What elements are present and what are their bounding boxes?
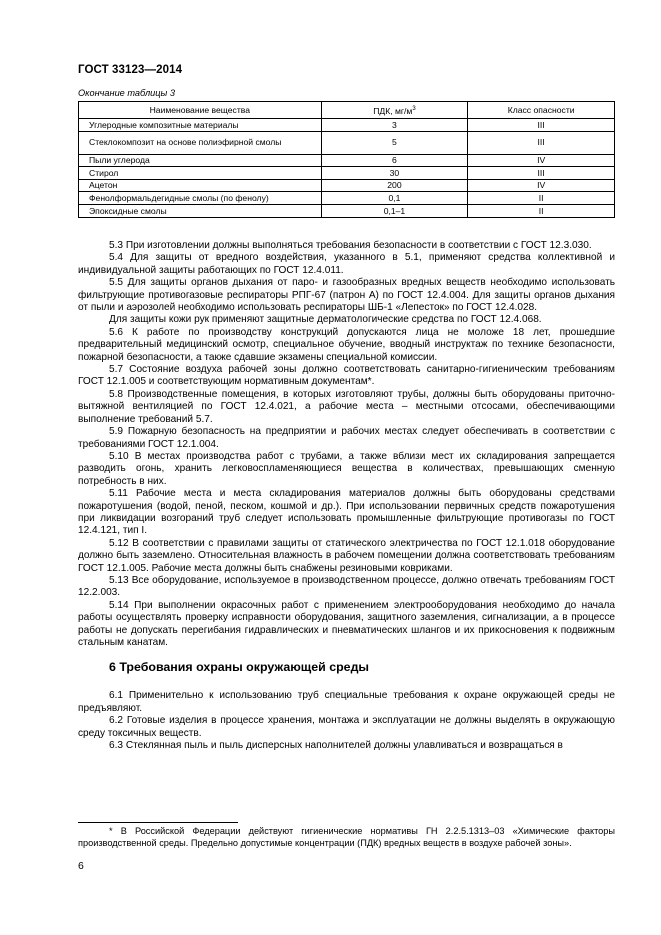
paragraph-5-7: 5.7 Состояние воздуха рабочей зоны должно соответствовать санитарно-гигиеническим требованиям ГОСТ 12.1.005 и соответствующим нормативным документам*.	[78, 364, 615, 388]
paragraph-5-3: 5.3 При изготовлении должны выполняться требования безопасности в соответствии с ГОСТ 12.3.030.	[109, 240, 592, 251]
paragraph-5-5-skin: Для защиты кожи рук применяют защитные дерматологические средства по ГОСТ 12.4.068.	[109, 314, 542, 326]
hazard-class: IV	[468, 179, 615, 192]
hazard-class: III	[468, 167, 615, 180]
substance-name: Стеклокомпозит на основе полиэфирной смолы	[79, 131, 322, 154]
footnote-divider	[78, 822, 238, 823]
body-text	[78, 240, 615, 752]
hazard-class: III	[468, 131, 615, 154]
paragraph-5-8: 5.8 Производственные помещения, в которых изготовляют трубы, должны быть оборудованы приточно-вытяжной вентиляцией по ГОСТ 12.4.021, а рабочие места – местными отсосами, обеспечивающими выполнение требований 5.7.	[78, 388, 615, 425]
column-header-pdk	[321, 102, 468, 119]
column-header-pdk-superscript: 3	[412, 105, 416, 112]
paragraph-5-5: 5.5 Для защиты органов дыхания от паро- и газообразных вредных веществ необходимо использовать фильтрующие противогазовые респираторы РПГ-67 (патрон А) по ГОСТ 12.4.004. Для защиты органов дыхания от пыли и аэрозолей необходимо использовать респираторы ШБ-1 «Лепесток» по ГОСТ 12.4.028.	[78, 277, 615, 314]
paragraph-6-1: 6.1 Применительно к использованию труб специальные требования к охране окружающей среды не предъявляют.	[78, 690, 615, 714]
paragraph-6-3: 6.3 Стеклянная пыль и пыль дисперсных наполнителей должны улавливаться и возвращаться в	[109, 740, 563, 752]
table-row	[79, 204, 615, 217]
column-header-hazard-class: Класс опасности	[468, 102, 615, 119]
table-row	[79, 119, 615, 132]
table-row	[79, 179, 615, 192]
paragraph-5-9: 5.9 Пожарную безопасность на предприятии и рабочих местах следует обеспечивать в соответствии с требованиями ГОСТ 12.1.004.	[78, 426, 615, 450]
footnote	[78, 826, 615, 849]
table-caption: Окончание таблицы 3	[78, 88, 175, 98]
paragraph-5-10: 5.10 В местах производства работ с трубами, а также вблизи мест их складирования запрещается разводить огонь, хранить легковоспламеняющиеся вещества в количествах, превышающих сменную потребность в них.	[78, 450, 615, 487]
column-header-substance: Наименование вещества	[79, 102, 322, 119]
section-6-heading: 6 Требования охраны окружающей среды	[109, 660, 370, 675]
substance-name: Стирол	[79, 167, 322, 180]
paragraph-5-4: 5.4 Для защиты от вредного воздействия, указанного в 5.1, применяют средства коллективной и индивидуальной защиты работающих по ГОСТ 12.4.011.	[78, 252, 615, 276]
substances-table	[78, 101, 615, 218]
pdk-value: 0,1	[321, 192, 468, 205]
hazard-class: II	[468, 192, 615, 205]
paragraph-5-12: 5.12 В соответствии с правилами защиты от статического электричества по ГОСТ 12.1.018 оборудование должно быть заземлено. Относительная влажность в рабочем помещении должна соответствовать требованиям ГОСТ 12.1.005. Рабочие места должны быть снабжены резиновыми ковриками.	[78, 537, 615, 574]
substance-name: Фенолформальдегидные смолы (по фенолу)	[79, 192, 322, 205]
pdk-value: 200	[321, 179, 468, 192]
footnote-text: * В Российской Федерации действуют гигиенические нормативы ГН 2.2.5.1313–03 «Химические факторы производственной среды. Предельно допустимые концентрации (ПДК) вредных веществ в воздухе рабочей зоны».	[78, 826, 615, 848]
paragraph-5-11: 5.11 Рабочие места и места складирования материалов должны быть оборудованы средствами пожаротушения (водой, пеной, песком, кошмой и др.). При использовании первичных средств пожаротушения при ликвидации возгораний труб следует использовать промышленные фильтрующие противогазы по ГОСТ 12.4.121, тип I.	[78, 488, 615, 537]
table-header-row	[79, 102, 615, 119]
pdk-value: 6	[321, 154, 468, 167]
table-row	[79, 192, 615, 205]
column-header-pdk-unit: ПДК, мг/м	[373, 105, 413, 116]
page-number: 6	[78, 860, 84, 872]
paragraph-6-2: 6.2 Готовые изделия в процессе хранения, монтажа и эксплуатации не должны выделять в окружающую среду токсичных веществ.	[78, 715, 615, 739]
substance-name: Пыли углерода	[79, 154, 322, 167]
hazard-class: II	[468, 204, 615, 217]
substance-name: Углеродные композитные материалы	[79, 119, 322, 132]
table-row	[79, 131, 615, 154]
pdk-value: 0,1–1	[321, 204, 468, 217]
document-header: ГОСТ 33123—2014	[78, 64, 183, 76]
pdk-value: 30	[321, 167, 468, 180]
table-row	[79, 167, 615, 180]
paragraph-5-14: 5.14 При выполнении окрасочных работ с применением электрооборудования необходимо до начала работы осуществлять проверку исправности оборудования, защитного заземления, сигнализации, а в процессе работы не допускать перегибания гидравлических и пневматических шлангов и их прикосновения к подвижным стальным канатам.	[78, 599, 615, 648]
hazard-class: III	[468, 119, 615, 132]
paragraph-5-6: 5.6 К работе по производству конструкций допускаются лица не моложе 18 лет, прошедшие предварительный медицинский осмотр, специальное обучение, вводный инструктаж по технике безопасности, пожарной безопасности, а также сдавшие экзамены специальной комиссии.	[78, 326, 615, 363]
pdk-value: 5	[321, 131, 468, 154]
table-row	[79, 154, 615, 167]
pdk-value: 3	[321, 119, 468, 132]
substance-name: Ацетон	[79, 179, 322, 192]
hazard-class: IV	[468, 154, 615, 167]
substance-name: Эпоксидные смолы	[79, 204, 322, 217]
paragraph-5-13: 5.13 Все оборудование, используемое в производственном процессе, должно отвечать требованиям ГОСТ 12.2.003.	[78, 574, 615, 599]
